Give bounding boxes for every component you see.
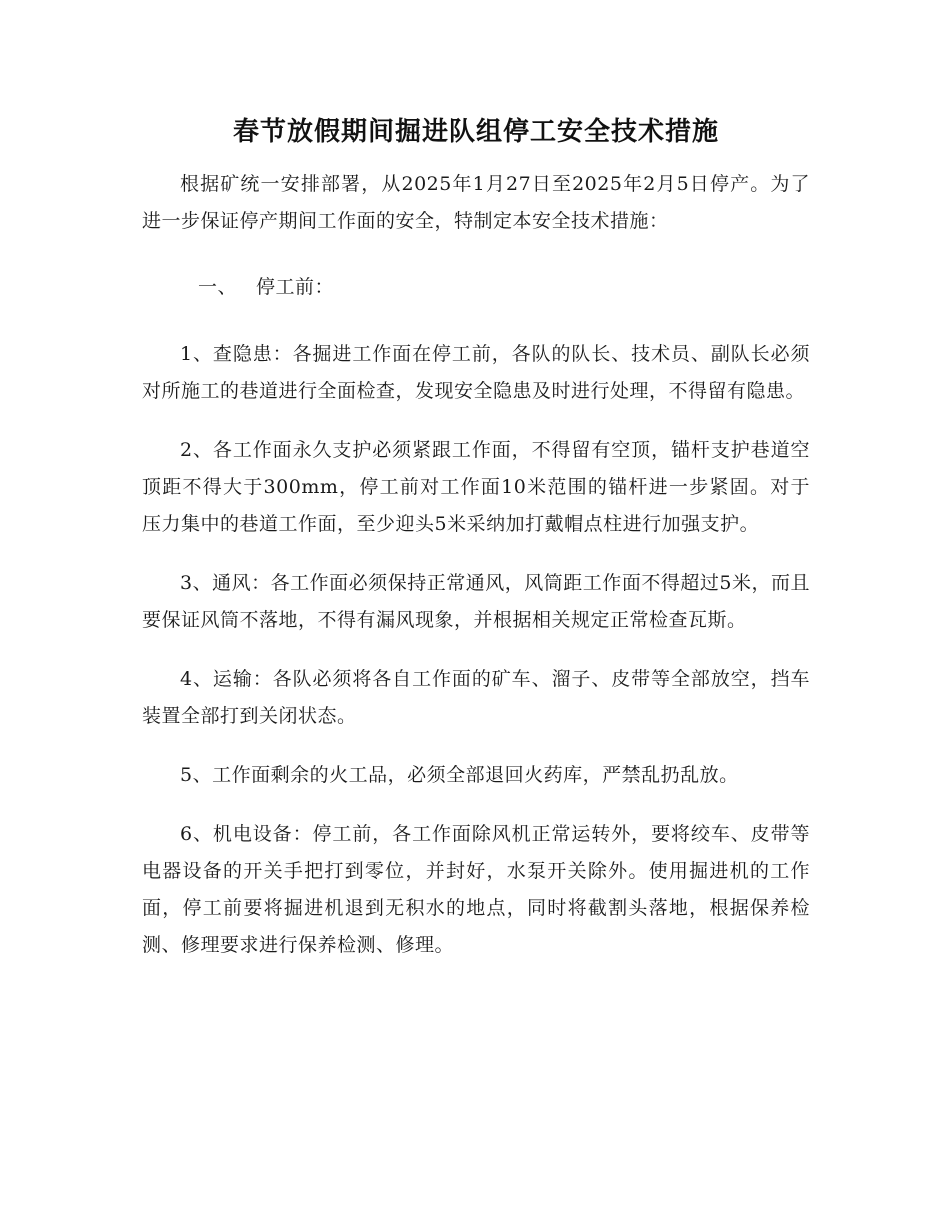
section-label: 停工前： [256, 276, 335, 298]
section-heading [142, 269, 810, 306]
item-paragraph: 3、通风：各工作面必须保持正常通风，风筒距工作面不得超过5米，而且要保证风筒不落地，不得有漏风现象，并根据相关规定正常检查瓦斯。 [142, 572, 810, 631]
item-paragraph: 4、运输：各队必须将各自工作面的矿车、溜子、皮带等全部放空，挡车装置全部打到关闭状态。 [142, 668, 810, 727]
item-paragraph: 5、工作面剩余的火工品，必须全部退回火药库，严禁乱扔乱放。 [180, 764, 739, 786]
intro-paragraph: 根据矿统一安排部署，从2025年1月27日至2025年2月5日停产。为了进一步保证停产期间工作面的安全，特制定本安全技术措施： [142, 173, 810, 232]
section-number: 一、 [198, 276, 238, 298]
item-paragraph: 6、机电设备：停工前，各工作面除风机正常运转外，要将绞车、皮带等电器设备的开关手把打到零位，并封好，水泵开关除外。使用掘进机的工作面，停工前要将掘进机退到无积水的地点，同时将截割头落地，根据保养检测、修理要求进行保养检测、修理。 [142, 823, 810, 956]
item-paragraph: 2、各工作面永久支护必须紧跟工作面，不得留有空顶，锚杆支护巷道空顶距不得大于300mm，停工前对工作面10米范围的锚杆进一步紧固。对于 压力集中的巷道工作面，至少迎头5米采纳加打戴帽点柱进行加强支护。 [142, 439, 810, 535]
item-paragraph: 1、查隐患：各掘进工作面在停工前，各队的队长、技术员、副队长必须对所施工的巷道进行全面检查，发现安全隐患及时进行处理，不得留有隐患。 [142, 343, 810, 402]
document-title: 春节放假期间掘进队组停工安全技术措施 [232, 117, 719, 147]
